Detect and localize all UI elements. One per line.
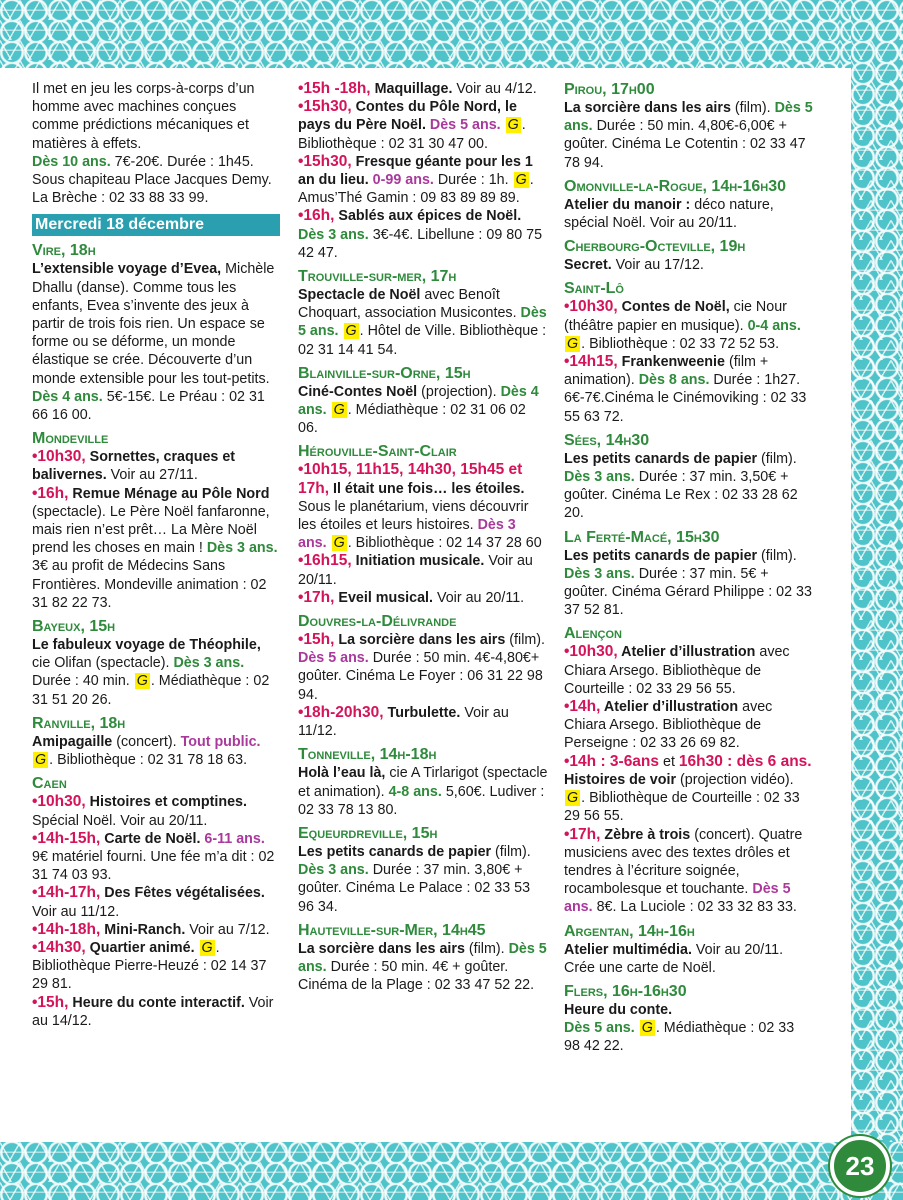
event-alencon-3: •14h : 3-6ans et 16h30 : dès 6 ans. Histoires de voir (projection vidéo). G . Bibliothèque de Courteille : 02 33 29 56 55. <box>564 752 812 825</box>
place-heading-flers: Flers, 16h-16h30 <box>564 982 687 1000</box>
event-herouville-3: •17h, Eveil musical. Voir au 20/11. <box>298 588 525 606</box>
free-icon: G <box>567 335 579 352</box>
event-herouville-2: •16h15, Initiation musicale. Voir au 20/11. <box>298 552 533 588</box>
page-number: 23 <box>845 1150 875 1181</box>
event-caen-9: •15h30, Fresque géante pour les 1 an du lieu. 0-99 ans. Durée : 1h. G . Amus’Thé Gamin : 09 83 89 89 89. <box>298 152 534 207</box>
event-vire: L’extensible voyage d’Evea, Michèle Dhallu (danse). Comme tous les enfants, Evea s’invente des jeux à partir de trois fois rien. Un espace se forme ou se déforme, un monde élastique se crée. Découverte d’un monde extensible pour les tout-petits. Dès 4 ans. 5€-15€. Le Préau : 02 31 66 16 00. <box>32 261 275 424</box>
event-saint-lo-2: •14h15, Frankenweenie (film + animation). Dès 8 ans. Durée : 1h27. 6€-7€.Cinéma le Cinémoviking : 02 33 55 63 72. <box>564 353 807 425</box>
event-caen-7: •15h -18h, Maquillage. Voir au 4/12. <box>298 80 537 97</box>
event-pirou: La sorcière dans les airs (film). Dès 5 ans. Durée : 50 min. 4,80€-6,00€ + goûter. Cinéma Le Cotentin : 02 33 47 78 94. <box>564 100 813 171</box>
event-cherbourg: Secret. Voir au 17/12. <box>564 257 704 274</box>
event-sees: Les petits canards de papier (film). Dès 3 ans. Durée : 37 min. 3,50€ + goûter. Cinéma Le Rex : 02 33 28 62 20. <box>564 450 798 522</box>
event-caen-6: •15h, Heure du conte interactif. Voir au 14/12. <box>32 993 274 1029</box>
event-alencon-4: •17h, Zèbre à trois (concert). Quatre musiciens avec des textes drôles et tendres à l’écriture soignée, rocambolesque et touchante. Dès 5 ans. 8€. La Luciole : 02 33 32 83 33. <box>564 825 803 916</box>
column-2 <box>298 80 548 994</box>
page-number-badge <box>830 1136 890 1196</box>
place-heading-mondeville: Mondeville <box>32 430 109 448</box>
event-ferte-mace: Les petits canards de papier (film). Dès 3 ans. Durée : 37 min. 5€ + goûter. Cinéma Gérard Philippe : 02 33 37 52 81. <box>564 547 812 619</box>
place-heading-blainville: Blainville-sur-Orne, 15h <box>298 364 471 382</box>
event-trouville: Spectacle de Noël avec Benoît Choquart, association Musicontes. Dès 5 ans. G . Hôtel de Ville. Bibliothèque : 02 31 14 41 54. <box>298 287 547 358</box>
event-equeurdreville: Les petits canards de papier (film). Dès 3 ans. Durée : 37 min. 3,80€ + goûter. Cinéma Le Palace : 02 33 53 96 34. <box>298 843 531 915</box>
free-icon: G <box>333 535 345 552</box>
place-heading-sees: Sées, 14h30 <box>564 431 650 449</box>
event-argentan: Atelier multimédia. Voir au 20/11. Crée une carte de Noël. <box>564 941 784 976</box>
event-saint-lo-1: •10h30, Contes de Noël, cie Nour (théâtre papier en musique). 0-4 ans. G . Bibliothèque : 02 33 72 52 53. <box>564 298 801 352</box>
column-1 <box>32 80 280 1030</box>
intro-details: Dès 10 ans. 7€-20€. Durée : 1h45. Sous chapiteau Place Jacques Demy. La Brèche : 02 33 88 33 99. <box>32 153 272 207</box>
place-heading-pirou: Pirou, 17h00 <box>564 81 655 98</box>
free-icon: G <box>567 790 579 807</box>
place-heading-douvres: Douvres-la-Délivrande <box>298 613 457 631</box>
event-caen-10: •16h, Sablés aux épices de Noël. Dès 3 ans. 3€-4€. Libellune : 09 80 75 42 47. <box>298 207 543 261</box>
decorative-border-bottom <box>0 1142 903 1200</box>
free-icon: G <box>515 172 527 189</box>
place-heading-saint-lo: Saint-Lô <box>564 280 624 298</box>
event-alencon-2: •14h, Atelier d’illustration avec Chiara Arsego. Bibliothèque de Perseigne : 02 33 26 69 82. <box>564 698 773 752</box>
event-ranville: Amipagaille (concert). Tout public. G . Bibliothèque : 02 31 78 18 63. <box>32 733 261 769</box>
free-icon: G <box>35 752 47 769</box>
event-caen-3: •14h-17h, Des Fêtes végétalisées. Voir au 11/12. <box>32 884 265 920</box>
place-heading-ferte-mace: La Ferté-Macé, 15h30 <box>564 528 720 546</box>
event-caen-4: •14h-18h, Mini-Ranch. Voir au 7/12. <box>32 920 270 938</box>
day-heading: Mercredi 18 décembre <box>32 214 280 236</box>
place-heading-tonneville: Tonneville, 14h-18h <box>298 746 437 764</box>
place-heading-hauteville: Hauteville-sur-Mer, 14h45 <box>298 921 486 939</box>
free-icon: G <box>201 939 213 956</box>
event-flers: Heure du conte. Dès 5 ans. G . Médiathèque : 02 33 98 42 22. <box>564 1001 795 1055</box>
free-icon: G <box>333 402 345 419</box>
place-heading-trouville: Trouville-sur-mer, 17h <box>298 268 457 286</box>
place-heading-omonville: Omonville-la-Rogue, 14h-16h30 <box>564 177 787 195</box>
place-heading-cherbourg: Cherbourg-Octeville, 19h <box>564 238 746 256</box>
decorative-border-right <box>851 0 903 1200</box>
event-caen-2: •14h-15h, Carte de Noël. 6-11 ans. 9€ matériel fourni. Une fée m’a dit : 02 31 74 03 93. <box>32 829 275 884</box>
free-icon: G <box>136 673 148 690</box>
place-heading-herouville: Hérouville-Saint-Clair <box>298 443 457 461</box>
place-heading-alencon: Alençon <box>564 625 622 643</box>
place-heading-caen: Caen <box>32 775 67 793</box>
event-tonneville: Holà l’eau là, cie A Tirlarigot (spectacle et animation). 4-8 ans. 5,60€. Ludiver : 02 33 78 13 80. <box>298 765 548 818</box>
event-omonville: Atelier du manoir : déco nature, spécial Noël. Voir au 20/11. <box>564 196 774 232</box>
intro-text: Il met en jeu les corps-à-corps d’un homme avec machines conçues comme prédictions mécaniques et matières à effets. <box>32 81 255 152</box>
place-heading-argentan: Argentan, 14h-16h <box>564 922 695 940</box>
event-herouville-1: •10h15, 11h15, 14h30, 15h45 et 17h, Il était une fois… les étoiles. Sous le planétarium, viens découvrir les étoiles et leurs histoires. Dès 3 ans. G . Bibliothèque : 02 14 37 28 60 <box>298 461 542 552</box>
place-heading-equeurdreville: Equeurdreville, 15h <box>298 824 438 842</box>
event-caen-5: •14h30, Quartier animé. G . Bibliothèque Pierre-Heuzé : 02 14 37 29 81. <box>32 938 267 993</box>
place-heading-ranville: Ranville, 18h <box>32 714 126 732</box>
event-mondeville-1: •10h30, Sornettes, craques et balivernes. Voir au 27/11. <box>32 448 236 484</box>
event-hauteville: La sorcière dans les airs (film). Dès 5 ans. Durée : 50 min. 4€ + goûter. Cinéma de la Plage : 02 33 47 52 22. <box>298 940 547 994</box>
decorative-border-top <box>0 0 903 68</box>
event-mondeville-2: •16h, Remue Ménage au Pôle Nord (spectacle). Le Père Noël fanfaronne, mais rien n’est prêt… La Mère Noël prend les choses en main ! Dès 3 ans. 3€ au profit de Médecins Sans Frontières. Mondeville animation : 02 31 82 22 73. <box>32 484 278 611</box>
free-icon: G <box>507 117 519 134</box>
free-icon: G <box>345 323 357 340</box>
event-alencon-1: •10h30, Atelier d’illustration avec Chiara Arsego. Bibliothèque de Courteille : 02 33 29 56 55. <box>564 643 790 697</box>
place-heading-bayeux: Bayeux, 15h <box>32 618 116 636</box>
event-caen-8: •15h30, Contes du Pôle Nord, le pays du Père Noël. Dès 5 ans. G . Bibliothèque : 02 31 30 47 00. <box>298 98 526 152</box>
event-bayeux: Le fabuleux voyage de Théophile, cie Olifan (spectacle). Dès 3 ans. Durée : 40 min. G . Médiathèque : 02 31 51 20 26. <box>32 637 270 708</box>
column-3 <box>564 80 814 1056</box>
event-douvres-2: •18h-20h30, Turbulette. Voir au 11/12. <box>298 703 509 740</box>
event-blainville: Ciné-Contes Noël (projection). Dès 4 ans. G . Médiathèque : 02 31 06 02 06. <box>298 383 539 437</box>
free-icon: G <box>641 1020 653 1037</box>
event-caen-1: •10h30, Histoires et comptines. Spécial Noël. Voir au 20/11. <box>32 793 247 829</box>
place-heading-vire: Vire, 18h <box>32 242 96 260</box>
event-douvres-1: •15h, La sorcière dans les airs (film). Dès 5 ans. Durée : 50 min. 4€-4,80€+ goûter. Cinéma Le Foyer : 06 31 22 98 94. <box>298 631 546 703</box>
